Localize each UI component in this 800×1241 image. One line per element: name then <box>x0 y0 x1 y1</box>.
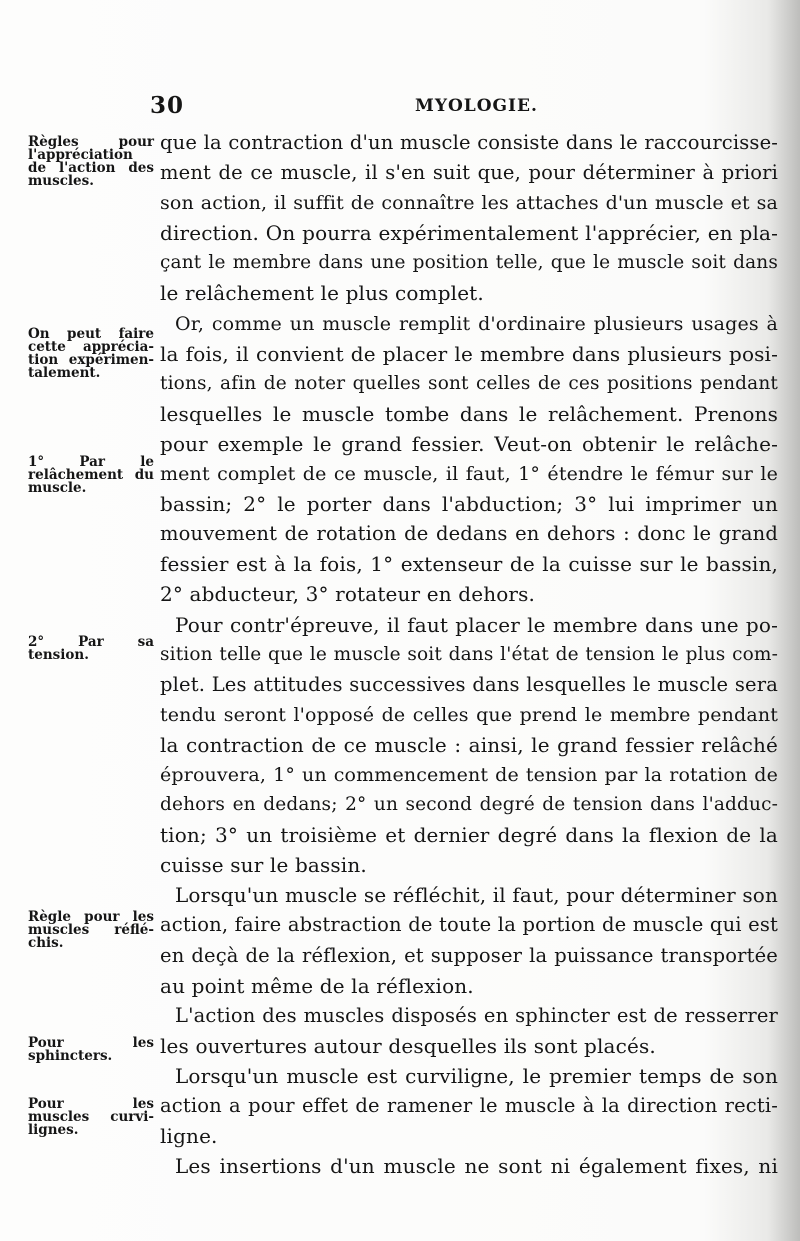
margin-note-sphincters <box>28 1037 154 1063</box>
margin-note-line: Pour les <box>28 1035 154 1051</box>
text-line: le relâchement le plus complet. <box>160 281 484 306</box>
margin-note-line: Règles pour <box>28 134 154 150</box>
margin-note-curvilinear <box>28 1098 154 1137</box>
margin-note-line: tion expérimen- <box>28 352 154 368</box>
page-number: 30 <box>150 92 185 119</box>
margin-note-rules <box>28 136 154 188</box>
text-line: la fois, il convient de placer le membre dans plusieurs posi- <box>160 341 778 366</box>
text-line: action a pour effet de ramener le muscle à la direction recti- <box>160 1094 778 1117</box>
text-line: tendu seront l'opposé de celles que prend le membre pendant <box>160 703 778 726</box>
margin-note-line: Règle pour les <box>28 909 154 925</box>
margin-note-line: muscles. <box>28 173 94 189</box>
text-line: action, faire abstraction de toute la portion de muscle qui est <box>160 913 778 937</box>
text-line: Pour contr'épreuve, il faut placer le membre dans une po- <box>175 612 778 637</box>
text-line: son action, il suffit de connaître les attaches d'un muscle et sa <box>160 192 778 215</box>
text-line: éprouvera, 1° un commencement de tension par la rotation de <box>160 763 778 786</box>
margin-note-line: sphincters. <box>28 1048 113 1064</box>
margin-note-reflected <box>28 911 154 950</box>
margin-note-line: talement. <box>28 365 101 381</box>
text-line: bassin; 2° le porter dans l'abduction; 3° lui imprimer un <box>160 492 778 517</box>
margin-note-line: cette apprécia- <box>28 339 154 355</box>
text-line: L'action des muscles disposés en sphincter est de resserrer <box>175 1003 778 1027</box>
text-line: lesquelles le muscle tombe dans le relâchement. Prenons <box>160 401 778 426</box>
text-line: cuisse sur le bassin. <box>160 853 367 878</box>
margin-note-line: muscles réflé- <box>28 922 154 938</box>
running-title: MYOLOGIE. <box>415 96 538 116</box>
margin-note-relaxation <box>28 456 154 495</box>
text-line: mouvement de rotation de dedans en dehors : donc le grand <box>160 522 778 546</box>
text-line: 2° abducteur, 3° rotateur en dehors. <box>160 582 536 607</box>
text-line: plet. Les attitudes successives dans lesquelles le muscle sera <box>160 672 778 696</box>
margin-note-line: muscles curvi- <box>28 1109 154 1125</box>
margin-note-line: muscle. <box>28 480 87 496</box>
text-line: Or, comme un muscle remplit d'ordinaire plusieurs usages à <box>175 312 778 335</box>
text-line: au point même de la réflexion. <box>160 973 474 998</box>
page-header <box>0 92 800 128</box>
text-line: dehors en dedans; 2° un second degré de tension dans l'adduc- <box>160 794 778 816</box>
text-line: ligne. <box>160 1124 218 1149</box>
text-line: Les insertions d'un muscle ne sont ni également fixes, ni <box>175 1154 778 1179</box>
margin-note-line: de l'action des <box>28 160 154 176</box>
margin-note-line: Pour les <box>28 1096 154 1112</box>
text-line: çant le membre dans une position telle, que le muscle soit dans <box>160 252 778 274</box>
margin-note-experimental <box>28 328 154 380</box>
margin-note-line: lignes. <box>28 1122 79 1138</box>
margin-note-line: tension. <box>28 647 89 663</box>
text-line: la contraction de ce muscle : ainsi, le grand fessier relâché <box>160 732 778 757</box>
margin-note-line: l'appréciation <box>28 147 133 163</box>
margin-note-line: 2° Par sa <box>28 634 154 650</box>
text-line: tion; 3° un troisième et dernier degré dans la flexion de la <box>160 823 778 848</box>
text-line: direction. On pourra expérimentalement l'apprécier, en pla- <box>160 221 778 246</box>
text-line: en deçà de la réflexion, et supposer la puissance transportée <box>160 943 778 967</box>
margin-note-line: 1° Par le <box>28 454 154 470</box>
margin-note-tension <box>28 636 154 662</box>
text-line: sition telle que le muscle soit dans l'état de tension le plus com- <box>160 643 778 665</box>
text-line: pour exemple le grand fessier. Veut-on obtenir le relâche- <box>160 431 778 456</box>
text-line: Lorsqu'un muscle se réfléchit, il faut, pour déterminer son <box>175 883 778 908</box>
text-line: les ouvertures autour desquelles ils sont placés. <box>160 1033 656 1058</box>
text-line: tions, afin de noter quelles sont celles de ces positions pendant <box>160 372 778 394</box>
body-text <box>160 128 778 1181</box>
margin-note-line: chis. <box>28 935 64 951</box>
text-line: ment de ce muscle, il s'en suit que, pour déterminer à priori <box>160 161 778 185</box>
margin-note-line: On peut faire <box>28 326 154 342</box>
text-line: fessier est à la fois, 1° extenseur de la cuisse sur le bassin, <box>160 552 778 577</box>
text-line: Lorsqu'un muscle est curviligne, le premier temps de son <box>175 1063 778 1088</box>
text-line: que la contraction d'un muscle consiste dans le raccourcisse- <box>160 131 778 154</box>
text-line: ment complet de ce muscle, il faut, 1° étendre le fémur sur le <box>160 463 778 486</box>
margin-note-line: relâchement du <box>28 467 154 483</box>
